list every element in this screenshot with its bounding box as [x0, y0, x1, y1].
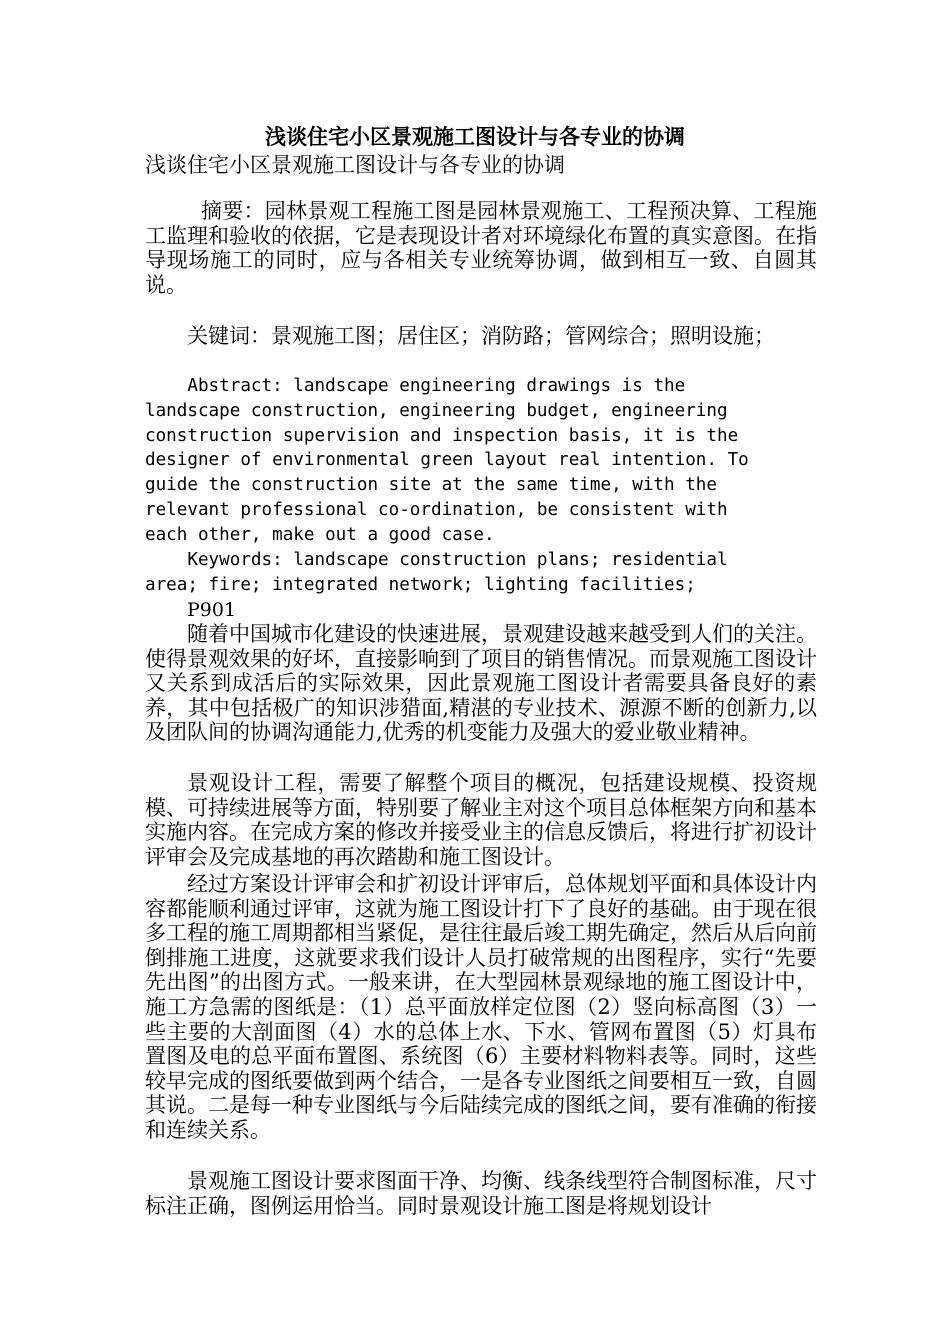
- body-paragraph-2: 景观设计工程，需要了解整个项目的概况，包括建设规模、投资规模、可持续进展等方面，特别要了解业主对这个项目总体框架方向和基本实施内容。在完成方案的修改并接受业主的信息反馈后，将进行扩初设计评审会及完成基地的再次踏勘和施工图设计。: [145, 771, 817, 869]
- keywords-cn: 关键词：景观施工图；居住区；消防路；管网综合；照明设施；: [187, 324, 775, 348]
- body-paragraph-1: 随着中国城市化建设的快速进展，景观建设越来越受到人们的关注。使得景观效果的好坏，直接影响到了项目的销售情况。而景观施工图设计又关系到成活后的实际效果，因此景观施工图设计者需要具备良好的素养，其中包括极广的知识涉猎面,精湛的专业技术、源源不断的创新力,以及团队间的协调沟通能力,优秀的机变能力及强大的爱业敬业精神。: [145, 622, 817, 745]
- abstract-cn: 摘要：园林景观工程施工图是园林景观施工、工程预决算、工程施工监理和验收的依据，它是表现设计者对环境绿化布置的真实意图。在指导现场施工的同时，应与各相关专业统筹协调，做到相互一致、自圆其说。: [145, 199, 817, 297]
- document-title: 浅谈住宅小区景观施工图设计与各专业的协调: [265, 124, 685, 149]
- classification-code: P901: [187, 599, 237, 621]
- body-paragraph-4: 景观施工图设计要求图面干净、均衡、线条线型符合制图标准，尺寸标注正确，图例运用恰当。同时景观设计施工图是将规划设计: [145, 1169, 817, 1218]
- body-paragraph-3: 经过方案设计评审会和扩初设计评审后，总体规划平面和具体设计内容都能顺利通过评审，这就为施工图设计打下了良好的基础。由于现在很多工程的施工周期都相当紧促，是往往最后竣工期先确定，然后从后向前倒排施工进度，这就要求我们设计人员打破常规的出图程序，实行“先要先出图”的出图方式。一般来讲，在大型园林景观绿地的施工图设计中，施工方急需的图纸是：（1）总平面放样定位图（2）竖向标高图（3）一些主要的大剖面图（4）水的总体上水、下水、管网布置图（5）灯具布置图及电的总平面布置图、系统图（6）主要材料物料表等。同时，这些较早完成的图纸要做到两个结合，一是各专业图纸之间要相互一致，自圆其说。二是每一种专业图纸与今后陆续完成的图纸之间，要有准确的衔接和连续关系。: [145, 872, 817, 1142]
- abstract-en: Abstract: landscape engineering drawings is the landscape construction, engineering budget, engineering construction supervision and inspection basis, it is the designer of environmental green layout real intention. To guide the construction site at the same time, with the relevant professional co-ordination, be consistent with each other, make out a good case.: [145, 376, 749, 545]
- keywords-en: Keywords: landscape construction plans; residential area; fire; integrated network; lighting facilities;: [145, 550, 728, 595]
- document-subtitle: 浅谈住宅小区景观施工图设计与各专业的协调: [145, 153, 565, 177]
